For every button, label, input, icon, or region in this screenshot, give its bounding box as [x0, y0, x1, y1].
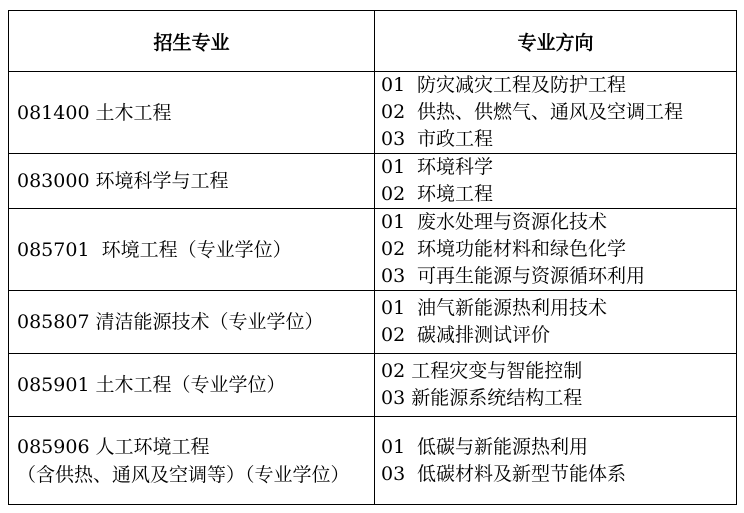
major-code: 085906 — [17, 435, 90, 458]
major-line — [17, 99, 374, 127]
direction-text: 环境功能材料和绿色化学 — [417, 238, 627, 260]
header-major: 招生专业 — [9, 11, 375, 72]
direction-item — [381, 434, 736, 461]
direction-text: 供热、供燃气、通风及空调工程 — [417, 101, 684, 123]
direction-text: 环境科学 — [417, 156, 494, 178]
direction-cell — [375, 72, 737, 154]
direction-item — [381, 209, 736, 236]
major-name: 清洁能源技术（专业学位） — [95, 311, 324, 333]
major-name: 土木工程 — [95, 101, 172, 124]
header-row — [9, 11, 737, 72]
direction-cell — [375, 154, 737, 209]
major-cell — [9, 209, 375, 291]
direction-num: 03 — [381, 128, 406, 150]
direction-num: 01 — [381, 211, 406, 233]
major-cell — [9, 354, 375, 417]
direction-num: 01 — [381, 74, 406, 96]
table-row — [9, 154, 737, 209]
direction-text: 碳减排测试评价 — [417, 324, 551, 346]
direction-cell — [375, 417, 737, 505]
direction-cell — [375, 291, 737, 354]
direction-item — [381, 295, 736, 322]
direction-item — [381, 72, 736, 99]
direction-num: 02 — [381, 101, 406, 123]
table-row — [9, 291, 737, 354]
header-direction: 专业方向 — [375, 11, 737, 72]
direction-item — [381, 154, 736, 181]
direction-item — [381, 322, 736, 349]
direction-cell — [375, 209, 737, 291]
direction-item — [381, 126, 736, 153]
direction-num: 02 — [381, 360, 406, 382]
direction-text: 可再生能源与资源循环利用 — [417, 265, 646, 287]
major-line — [17, 167, 374, 195]
direction-text: 工程灾变与智能控制 — [411, 360, 583, 382]
direction-num: 01 — [381, 156, 406, 178]
major-line — [17, 371, 374, 399]
direction-cell — [375, 354, 737, 417]
direction-item — [381, 236, 736, 263]
table-row — [9, 417, 737, 505]
enrollment-table-container — [8, 10, 736, 505]
major-cell — [9, 154, 375, 209]
major-cell — [9, 291, 375, 354]
direction-text: 环境工程 — [417, 183, 494, 205]
major-name: 环境科学与工程 — [95, 170, 229, 192]
major-code: 083000 — [17, 170, 90, 192]
major-code: 081400 — [17, 101, 90, 124]
table-row — [9, 354, 737, 417]
direction-num: 03 — [381, 462, 406, 485]
direction-num: 02 — [381, 183, 406, 205]
major-cell — [9, 417, 375, 505]
direction-text: 低碳与新能源热利用 — [417, 435, 589, 458]
direction-num: 01 — [381, 297, 406, 319]
major-cell — [9, 72, 375, 154]
table-row — [9, 209, 737, 291]
direction-num: 02 — [381, 238, 406, 260]
enrollment-table — [8, 10, 737, 505]
direction-text: 低碳材料及新型节能体系 — [417, 462, 627, 485]
direction-item — [381, 99, 736, 126]
major-name: 人工环境工程 — [95, 435, 210, 458]
direction-text: 新能源系统结构工程 — [411, 387, 583, 409]
direction-item — [381, 263, 736, 290]
direction-num: 02 — [381, 324, 406, 346]
major-code: 085701 — [17, 238, 90, 261]
direction-text: 市政工程 — [417, 128, 494, 150]
major-line — [17, 236, 374, 264]
direction-text: 废水处理与资源化技术 — [417, 211, 608, 233]
major-code: 085901 — [17, 374, 90, 396]
direction-num: 01 — [381, 435, 406, 458]
table-row — [9, 72, 737, 154]
direction-item — [381, 181, 736, 208]
direction-num: 03 — [381, 387, 406, 409]
major-name-continued: （含供热、通风及空调等）（专业学位） — [17, 463, 350, 486]
direction-item — [381, 461, 736, 488]
major-line — [17, 308, 374, 336]
direction-text: 油气新能源热利用技术 — [417, 297, 608, 319]
major-name: 环境工程（专业学位） — [95, 238, 292, 261]
direction-num: 03 — [381, 265, 406, 287]
major-code: 085807 — [17, 311, 90, 333]
major-name: 土木工程（专业学位） — [95, 374, 286, 396]
major-line — [17, 433, 374, 461]
direction-item — [381, 358, 736, 385]
direction-text: 防灾减灾工程及防护工程 — [417, 74, 627, 96]
direction-item — [381, 385, 736, 412]
